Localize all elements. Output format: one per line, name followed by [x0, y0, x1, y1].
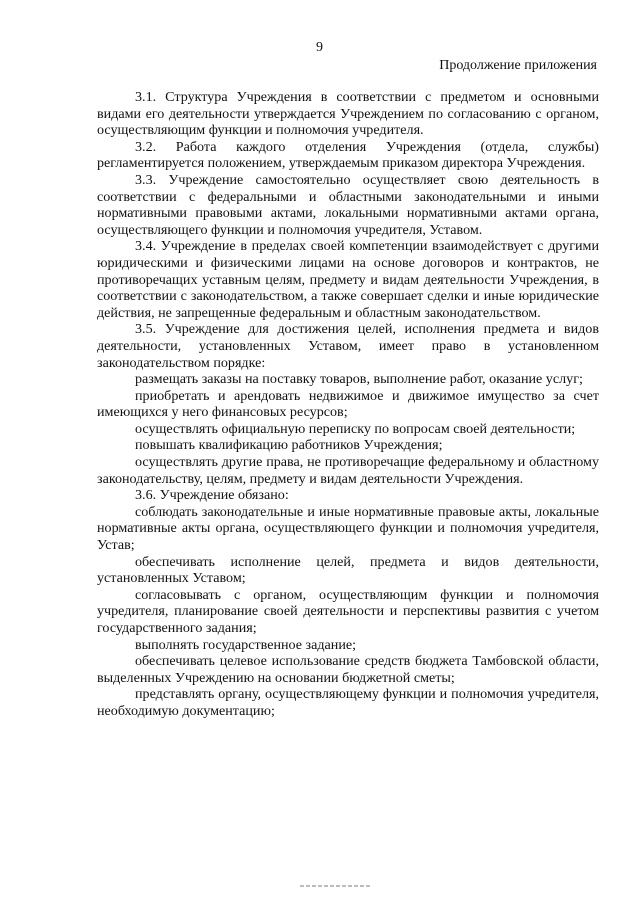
scan-footer-mark — [300, 885, 370, 887]
list-item: обеспечивать исполнение целей, предмета и видов деятельности, установленных Уставом; — [97, 553, 599, 587]
list-item: приобретать и арендовать недвижимое и движимое имущество за счет имеющихся у него финансовых ресурсов; — [97, 387, 599, 421]
list-item: согласовывать с органом, осуществляющим функции и полномочия учредителя, планирование своей деятельности и перспективы развития с учетом государственного задания; — [97, 586, 599, 636]
paragraph-3-2: 3.2. Работа каждого отделения Учреждения (отдела, службы) регламентируется положением, утверждаемым приказом директора Учреждения. — [97, 138, 599, 172]
paragraph-3-1: 3.1. Структура Учреждения в соответствии с предметом и основными видами его деятельности утверждается Учреждением по согласованию с органом, осуществляющим функции и полномочия учредителя. — [97, 89, 599, 139]
list-item: повышать квалификацию работников Учреждения; — [135, 437, 443, 454]
list-item: размещать заказы на поставку товаров, выполнение работ, оказание услуг; — [135, 371, 583, 388]
paragraph-3-4: 3.4. Учреждение в пределах своей компетенции взаимодействует с другими юридическими и физическими лицами на основе договоров и контрактов, не противоречащих уставным целям, предмету и видам деятельности Учреждения, в соответствии с законодательством, а также совершает сделки и иные юридические действия, не запрещенные федеральным и областным законодательством. — [97, 238, 599, 321]
paragraph-3-3: 3.3. Учреждение самостоятельно осуществляет свою деятельность в соответствии с федеральными и областными законодательными и иными нормативными правовыми актами, локальными нормативными актами органа, осуществляющего функции и полномочия учредителя, Уставом. — [97, 171, 599, 238]
list-item: осуществлять официальную переписку по вопросам своей деятельности; — [135, 420, 576, 437]
list-item: соблюдать законодательные и иные нормативные правовые акты, локальные нормативные акты органа, осуществляющего функции и полномочия учредителя, Устав; — [97, 503, 599, 554]
list-item: обеспечивать целевое использование средств бюджета Тамбовской области, выделенных Учреждению на основании бюджетной сметы; — [97, 653, 599, 686]
list-item: выполнять государственное задание; — [135, 636, 357, 653]
list-item: осуществлять другие права, не противоречащие федеральному и областному законодательству, целям, предмету и видам деятельности Учреждения. — [97, 454, 599, 487]
paragraph-3-6: 3.6. Учреждение обязано: — [135, 487, 289, 504]
page-number: 9 — [316, 40, 323, 55]
paragraph-3-5: 3.5. Учреждение для достижения целей, исполнения предмета и видов деятельности, установленных Уставом, имеет право в установленном законодательством порядке: — [97, 321, 599, 371]
list-item: представлять органу, осуществляющему функции и полномочия учредителя, необходимую документацию; — [97, 686, 599, 719]
continuation-note: Продолжение приложения — [439, 58, 597, 73]
document-body — [97, 89, 599, 720]
